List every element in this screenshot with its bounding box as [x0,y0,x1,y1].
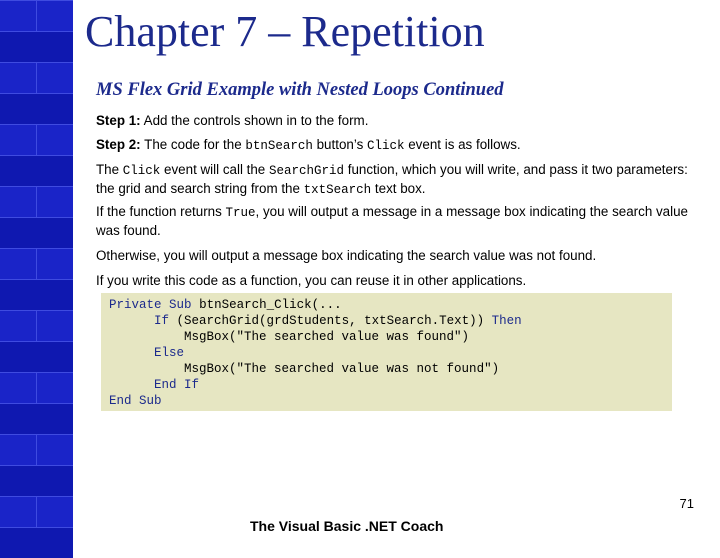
sidebar-cell [0,341,73,372]
step-1-text: Add the controls shown in to the form. [140,113,369,128]
step-2-text: event is as follows. [404,137,521,152]
sidebar-cell [0,186,73,217]
function-return-paragraph [96,203,696,239]
code-inline: SearchGrid [268,164,344,178]
code-keyword: Then [491,314,522,328]
code-text: MsgBox("The searched value was not found") [184,362,500,376]
paragraph-text: If the function returns [96,204,226,219]
page-title: Chapter 7 – Repetition [85,7,485,56]
code-inline: Click [122,164,161,178]
step-2-text: button’s [312,137,367,152]
sidebar-cell [0,403,73,434]
step-1-paragraph [96,112,696,129]
step-2-paragraph [96,136,696,155]
sidebar-cell [0,93,73,124]
footer-text: The Visual Basic .NET Coach [250,518,444,534]
sidebar-decoration [0,0,73,540]
code-inline: Click [367,139,405,153]
sidebar-cell [0,248,73,279]
sidebar-cell [0,496,73,527]
code-text: btnSearch_Click(... [199,298,342,312]
paragraph-text: text box. [371,181,426,196]
sidebar-cell [0,124,73,155]
code-keyword: End If [154,378,200,392]
otherwise-paragraph: Otherwise, you will output a message box indicating the search value was not found. [96,248,597,263]
sidebar-cell [0,434,73,465]
code-inline: btnSearch [245,139,313,153]
sidebar-cell [0,62,73,93]
step-2-label: Step 2: [96,137,141,152]
code-block [101,293,672,411]
sidebar-cell [0,465,73,496]
page-number: 71 [679,496,694,511]
code-inline: txtSearch [303,183,372,197]
paragraph-text: , you will output a message in a message box indicating the search value was found. [96,204,689,238]
code-text: MsgBox("The searched value was found") [184,330,470,344]
code-keyword: Else [154,346,185,360]
sidebar-cell [0,155,73,186]
reuse-paragraph: If you write this code as a function, you can reuse it in other applications. [96,273,527,288]
code-text: (SearchGrid(grdStudents, txtSearch.Text)) [176,314,485,328]
code-keyword: If [154,314,170,328]
step-1-label: Step 1: [96,113,141,128]
sidebar-cell [0,0,73,31]
slide-subtitle: MS Flex Grid Example with Nested Loops Continued [96,80,504,100]
sidebar-cell [0,372,73,403]
paragraph-text: function, which you will write, and pass it two parameters: the grid and search string from the [96,162,688,196]
sidebar-cell [0,527,73,558]
click-event-paragraph [96,161,696,199]
code-inline: True [225,206,256,220]
code-keyword: Sub [169,298,192,312]
code-keyword: End Sub [109,394,162,408]
sidebar-cell [0,279,73,310]
paragraph-text: event will call the [160,162,269,177]
code-listing [109,297,664,409]
paragraph-text: The [96,162,123,177]
code-keyword: Private [109,298,162,312]
step-2-text: The code for the [140,137,246,152]
sidebar-cell [0,310,73,341]
sidebar-cell [0,217,73,248]
sidebar-cell [0,31,73,62]
